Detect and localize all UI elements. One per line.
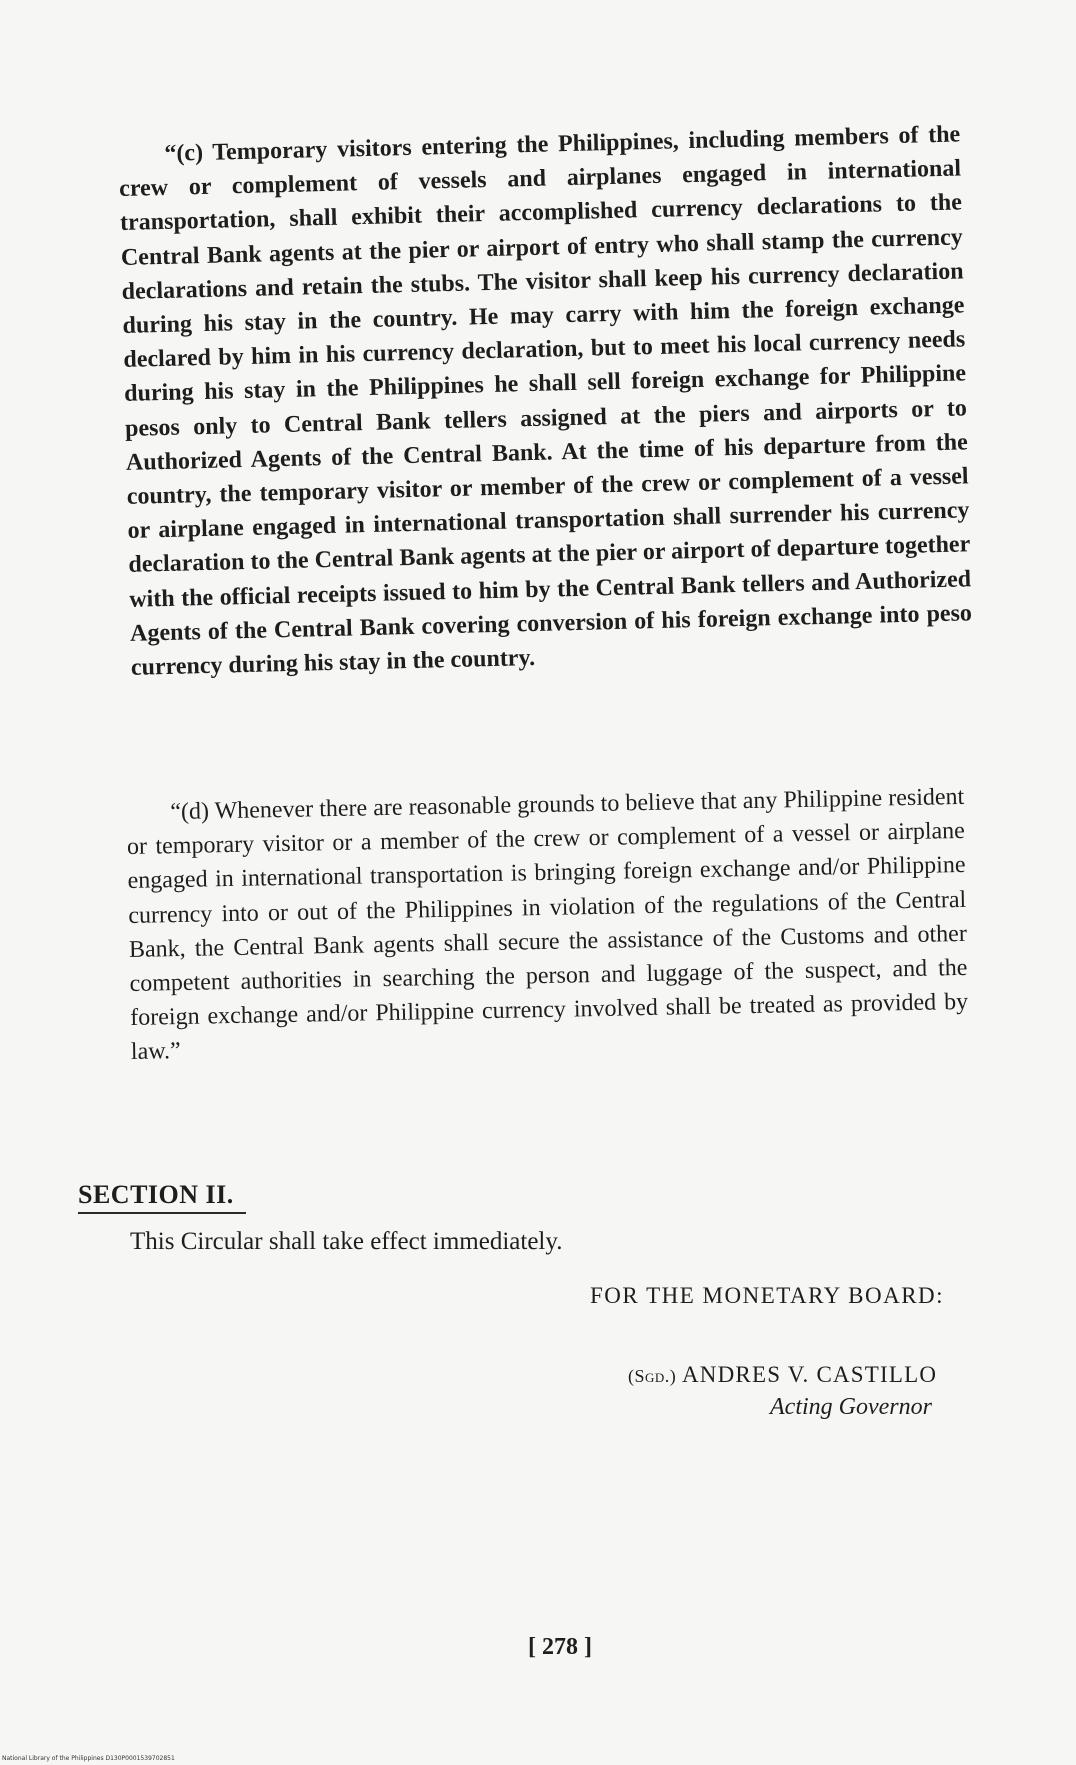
effect-statement: This Circular shall take effect immediately. bbox=[130, 1228, 563, 1255]
page-number: [ 278 ] bbox=[528, 1634, 592, 1660]
signatory-title: Acting Governor bbox=[770, 1394, 932, 1420]
archive-footer: National Library of the Philippines D130P0001539702851 bbox=[2, 1755, 175, 1762]
section-heading: SECTION II. bbox=[78, 1180, 234, 1209]
section-heading-underline bbox=[78, 1212, 246, 1214]
signatory-name: ANDRES V. CASTILLO bbox=[681, 1362, 938, 1387]
paragraph-c: “(c) Temporary visitors entering the Philippines, including members of the crew or complement of vessels and airplanes engaged in international transportation, shall exhibit their accomplished currency declarations to the Central Bank agents at the pier or airport of entry who shall stamp the currency declarations and retain the stubs. The visitor shall keep his currency declaration during his stay in the country. He may carry with him the foreign exchange declared by him in his currency declaration, but to meet his local currency needs during his stay in the Philippines he shall sell foreign exchange for Philippine pesos only to Central Bank tellers assigned at the piers and airports or to Authorized Agents of the Central Bank. At the time of his departure from the country, the temporary visitor or member of the crew or complement of a vessel or airplane engaged in international transportation shall surrender his currency declaration to the Central Bank agents at the pier or airport of departure together with the official receipts issued to him by the Central Bank tellers and Authorized Agents of the Central Bank covering conversion of his foreign exchange into peso currency during his stay in the country. bbox=[118, 121, 973, 681]
paragraph-d: “(d) Whenever there are reasonable grounds to believe that any Philippine resident or temporary visitor or a member of the crew or complement of a vessel or airplane engaged in international transportation is bringing foreign exchange and/or Philippine currency into or out of the Philippines in violation of the regulations of the Central Bank, the Central Bank agents shall secure the assistance of the Customs and other competent authorities in searching the person and luggage of the suspect, and the foreign exchange and/or Philippine currency involved shall be treated as provided by law.” bbox=[126, 783, 969, 1066]
signed-marker: (Sgd.) bbox=[628, 1366, 677, 1386]
signature-line bbox=[628, 1362, 937, 1388]
monetary-board-line: FOR THE MONETARY BOARD: bbox=[590, 1283, 945, 1308]
